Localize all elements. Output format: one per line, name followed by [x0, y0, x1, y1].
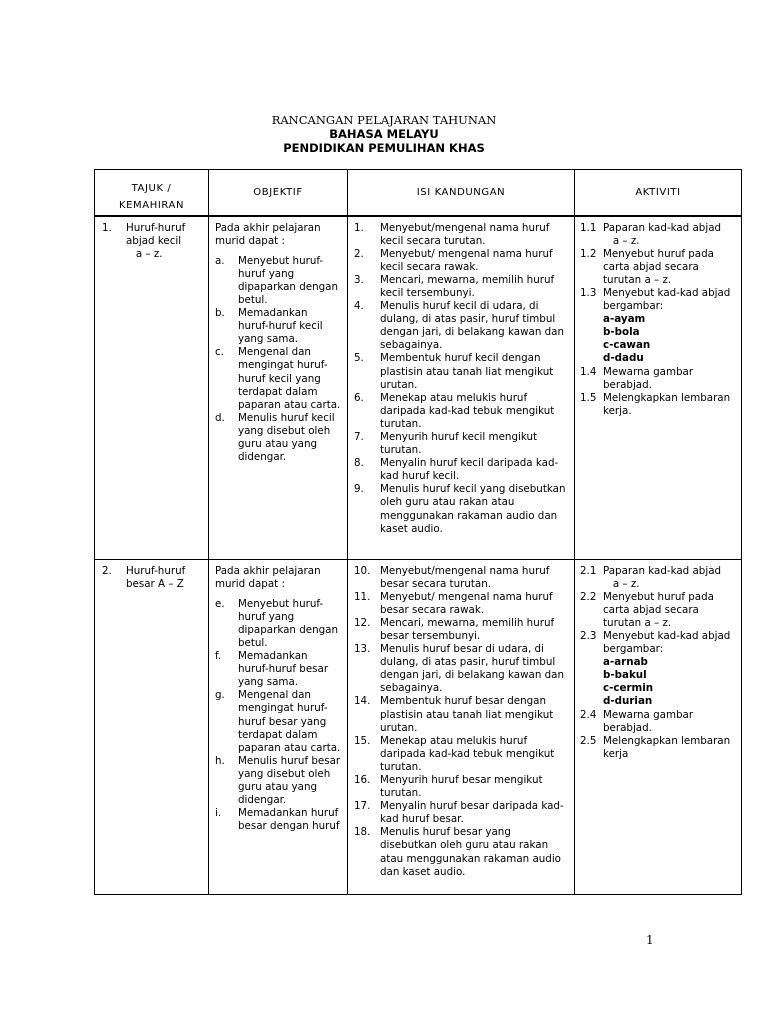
objektif-lead: Pada akhir pelajaran murid dapat :	[215, 221, 321, 247]
tajuk-cell	[95, 216, 209, 560]
list-item: 9. Menulis huruf kecil yang disebutkan oleh guru atau rakan atau menggunakan rakaman audio dan kaset audio.	[354, 483, 566, 535]
tajuk-text: Huruf-huruf besar A – Z	[126, 564, 186, 590]
list-item: 2. Menyebut/ mengenal nama huruf kecil secara rawak.	[354, 247, 553, 273]
list-item: i. Memadankan huruf besar dengan huruf	[215, 807, 340, 833]
table-row	[95, 216, 742, 560]
objektif-list	[215, 255, 341, 465]
list-item: 4. Menulis huruf kecil di udara, di dulang, di atas pasir, huruf timbul dengan jari, di belakang kawan dan sebagainya.	[354, 300, 564, 352]
list-item: d. Menulis huruf kecil yang disebut oleh guru atau yang didengar.	[215, 411, 335, 464]
list-item: 2.3 Menyebut kad-kad abjad bergambar: a-arnab b-bakul c-cermin d-durian	[580, 629, 731, 708]
tajuk-cell	[95, 559, 209, 894]
heading-line-3: PENDIDIKAN PEMULIHAN KHAS	[283, 141, 485, 155]
list-item: c. Mengenal dan mengingat huruf-huruf kecil yang terdapat dalam paparan atau carta.	[215, 346, 341, 411]
objektif-cell	[209, 216, 348, 560]
list-item: 1.2 Menyebut huruf pada carta abjad secara turutan a – z.	[580, 247, 714, 286]
document-heading	[0, 113, 768, 155]
table-row	[95, 559, 742, 894]
list-item: 13. Menulis huruf besar di udara, di dulang, di atas pasir, huruf timbul dengan jari, di belakang kawan dan sebagainya.	[354, 643, 564, 695]
list-item: 2.2 Menyebut huruf pada carta abjad secara turutan a – z.	[580, 590, 714, 629]
header-isi-kandungan: ISI KANDUNGAN	[348, 170, 575, 216]
list-item: g. Mengenal dan mengingat huruf-huruf besar yang terdapat dalam paparan atau carta.	[215, 689, 341, 754]
list-item: 2.4 Mewarna gambar berabjad.	[580, 708, 694, 734]
table-header-row	[95, 170, 742, 216]
list-item: h. Menulis huruf besar yang disebut oleh guru atau yang didengar.	[215, 754, 341, 807]
list-item: a. Menyebut huruf-huruf yang dipaparkan dengan betul.	[215, 254, 338, 306]
list-item: 1. Menyebut/mengenal nama huruf kecil secara turutan.	[354, 221, 550, 247]
isi-list	[354, 565, 568, 879]
isi-kandungan-cell	[348, 216, 575, 560]
list-item: 11. Menyebut/ mengenal nama huruf besar secara rawak.	[354, 590, 553, 616]
header-tajuk: TAJUK / KEMAHIRAN	[95, 170, 209, 216]
heading-line-1: RANCANGAN PELAJARAN TAHUNAN	[271, 113, 497, 127]
list-item: 1.1 Paparan kad-kad abjad a – z.	[580, 221, 722, 247]
isi-list	[354, 222, 568, 536]
list-item: 10. Menyebut/mengenal nama huruf besar secara turutan.	[354, 564, 550, 590]
list-item: 5. Membentuk huruf kecil dengan plastisin atau tanah liat mengikut urutan.	[354, 352, 554, 391]
objektif-lead: Pada akhir pelajaran murid dapat :	[215, 564, 321, 590]
list-item: 3. Mencari, mewarna, memilih huruf kecil tersembunyi.	[354, 273, 555, 299]
list-item: f. Memadankan huruf-huruf besar yang sama.	[215, 650, 329, 689]
objektif-list	[215, 598, 341, 834]
list-item: 16. Menyurih huruf besar mengikut turutan.	[354, 774, 543, 800]
list-item: b. Memadankan huruf-huruf kecil yang sama.	[215, 307, 323, 346]
heading-line-2: BAHASA MELAYU	[329, 127, 439, 141]
list-item: 1.5 Melengkapkan lembaran kerja.	[580, 391, 731, 417]
header-objektif: OBJEKTIF	[209, 170, 348, 216]
list-item: 17. Menyalin huruf besar daripada kad-kad huruf besar.	[354, 800, 564, 826]
lesson-plan-table	[94, 169, 742, 895]
list-item: 2.5 Melengkapkan lembaran kerja	[580, 734, 731, 760]
page-number: 1	[646, 933, 654, 947]
tajuk-text: Huruf-huruf abjad kecil a – z.	[126, 221, 186, 260]
header-aktiviti: AKTIVITI	[575, 170, 742, 216]
aktiviti-list	[580, 565, 735, 761]
tajuk-number: 1.	[102, 221, 112, 234]
list-item: 15. Menekap atau melukis huruf daripada kad-kad tebuk mengikut turutan.	[354, 734, 555, 773]
list-item: 7. Menyurih huruf kecil mengikut turutan.	[354, 431, 538, 457]
list-item: 14. Membentuk huruf besar dengan plastisin atau tanah liat mengikut urutan.	[354, 695, 554, 734]
tajuk-number: 2.	[102, 564, 112, 577]
isi-kandungan-cell	[348, 559, 575, 894]
list-item: 12. Mencari, mewarna, memilih huruf besar tersembunyi.	[354, 616, 555, 642]
aktiviti-cell	[575, 216, 742, 560]
objektif-cell	[209, 559, 348, 894]
list-item: 2.1 Paparan kad-kad abjad a – z.	[580, 564, 722, 590]
list-item: 1.3 Menyebut kad-kad abjad bergambar: a-ayam b-bola c-cawan d-dadu	[580, 286, 731, 365]
aktiviti-cell	[575, 559, 742, 894]
list-item: 8. Menyalin huruf kecil daripada kad-kad huruf kecil.	[354, 457, 559, 483]
list-item: e. Menyebut huruf-huruf yang dipaparkan dengan betul.	[215, 597, 338, 649]
aktiviti-list	[580, 222, 735, 418]
list-item: 18. Menulis huruf besar yang disebutkan oleh guru atau rakan atau menggunakan rakaman audio dan kaset audio.	[354, 826, 561, 878]
list-item: 1.4 Mewarna gambar berabjad.	[580, 365, 694, 391]
list-item: 6. Menekap atau melukis huruf daripada kad-kad tebuk mengikut turutan.	[354, 391, 555, 430]
